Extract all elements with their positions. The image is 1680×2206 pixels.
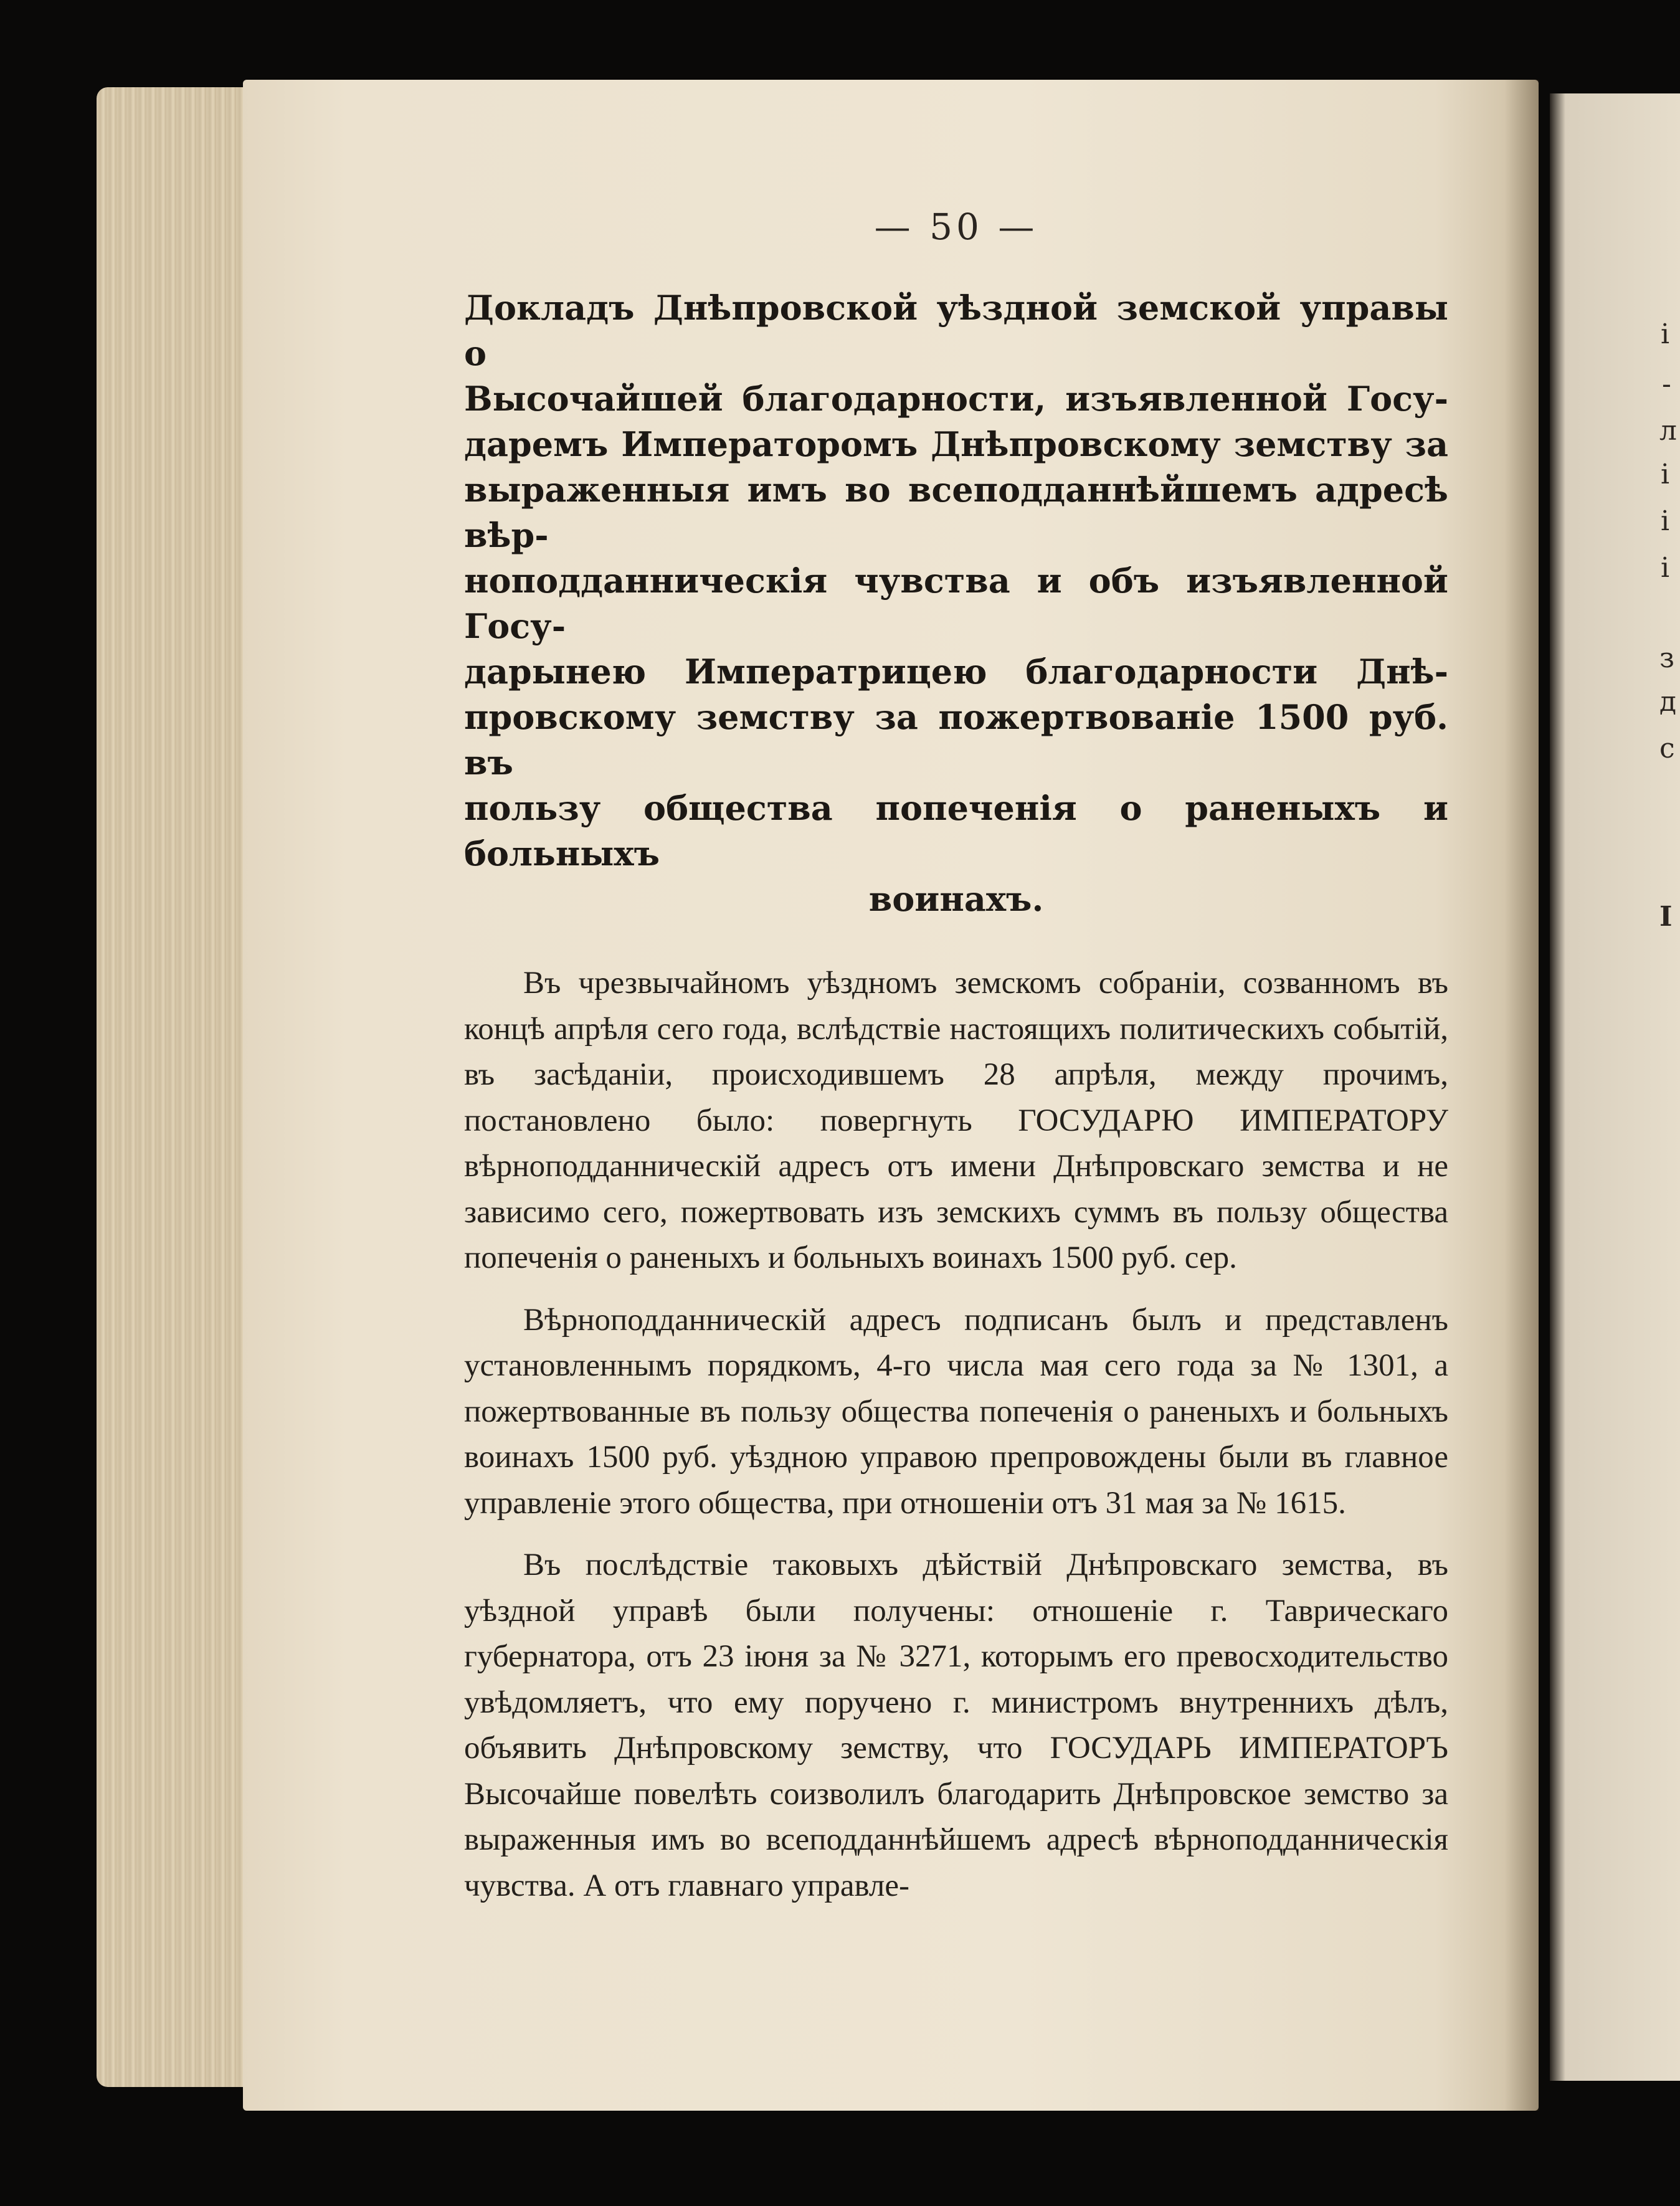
heading-line: Высочайшей благодарности, изъявленной Госу- (464, 379, 1448, 419)
page-number: — 50 — (874, 206, 1038, 248)
next-page-fragment: і (1661, 505, 1670, 537)
body-paragraph: Въ послѣдствіе таковыхъ дѣйствій Днѣпровскаго земства, въ уѣздной управѣ были получены: отношеніе г. Таврическаго губернатора, отъ 23 іюня за № 3271, которымъ его превосходительство увѣдомляетъ, что ему поручено г. министромъ внутреннихъ дѣлъ, объявить Днѣпровскому земству, что ГОСУДАРЬ ИМПЕРАТОРЪ Высочайше повелѣть соизволилъ благодарить Днѣпровское земство за выраженныя имъ во всеподданнѣйшемъ адресѣ вѣрноподданническія чувства. А отъ главнаго управле- (464, 1548, 1448, 1903)
heading-line-last: воинахъ. (868, 879, 1044, 919)
next-page-edge (1550, 93, 1680, 2081)
next-page-fragment: с (1659, 733, 1675, 764)
page-stack-edge (97, 87, 259, 2087)
next-page-fragment: І (1659, 901, 1673, 933)
page-content (464, 206, 1448, 1925)
next-page-fragment: і (1661, 318, 1670, 350)
next-page-fragment: л (1659, 415, 1677, 447)
body-paragraph: Въ чрезвычайномъ уѣздномъ земскомъ собраніи, созванномъ въ концѣ апрѣля сего года, вслѣдствіе настоящихъ политическихъ событій, въ засѣданіи, происходившемъ 28 апрѣля, между прочимъ, постановлено было: повергнуть ГОСУДАРЮ ИМПЕРАТОРУ вѣрноподданническій адресъ отъ имени Днѣпровскаго земства и не зависимо сего, пожертвовать изъ земскихъ суммъ въ пользу общества попеченія о раненыхъ и больныхъ воинахъ 1500 руб. сер. (464, 966, 1448, 1275)
body-paragraph: Вѣрноподданническій адресъ подписанъ былъ и представленъ установленнымъ порядкомъ, 4-го числа мая сего года за № 1301, а пожертвованные въ пользу общества попеченія о раненыхъ и больныхъ воинахъ 1500 руб. уѣздною управою препровождены были въ главное управленіе этого общества, при отношеніи отъ 31 мая за № 1615. (464, 1302, 1448, 1521)
heading-line: ноподданническія чувства и объ изъявленной Госу- (464, 561, 1448, 646)
heading-line: даремъ Императоромъ Днѣпровскому земству за (464, 424, 1448, 464)
heading-line: Докладъ Днѣпровской уѣздной земской управы о (464, 288, 1448, 373)
heading-line: дарынею Императрицею благодарности Днѣ- (464, 652, 1448, 692)
next-page-fragment: д (1659, 686, 1677, 718)
next-page-fragment: і (1661, 459, 1670, 490)
next-page-fragment: і (1661, 552, 1670, 584)
heading-line: пользу общества попеченія о раненыхъ и больныхъ (464, 788, 1448, 873)
report-heading (464, 285, 1448, 922)
page-gutter-shadow (1504, 80, 1539, 2111)
heading-line: выраженныя имъ во всеподданнѣйшемъ адресѣ вѣр- (464, 470, 1448, 555)
next-page-fragment: з (1659, 642, 1674, 674)
next-page-fragment: - (1662, 368, 1671, 400)
heading-line: провскому земству за пожертвованіе 1500 руб. въ (464, 697, 1448, 782)
